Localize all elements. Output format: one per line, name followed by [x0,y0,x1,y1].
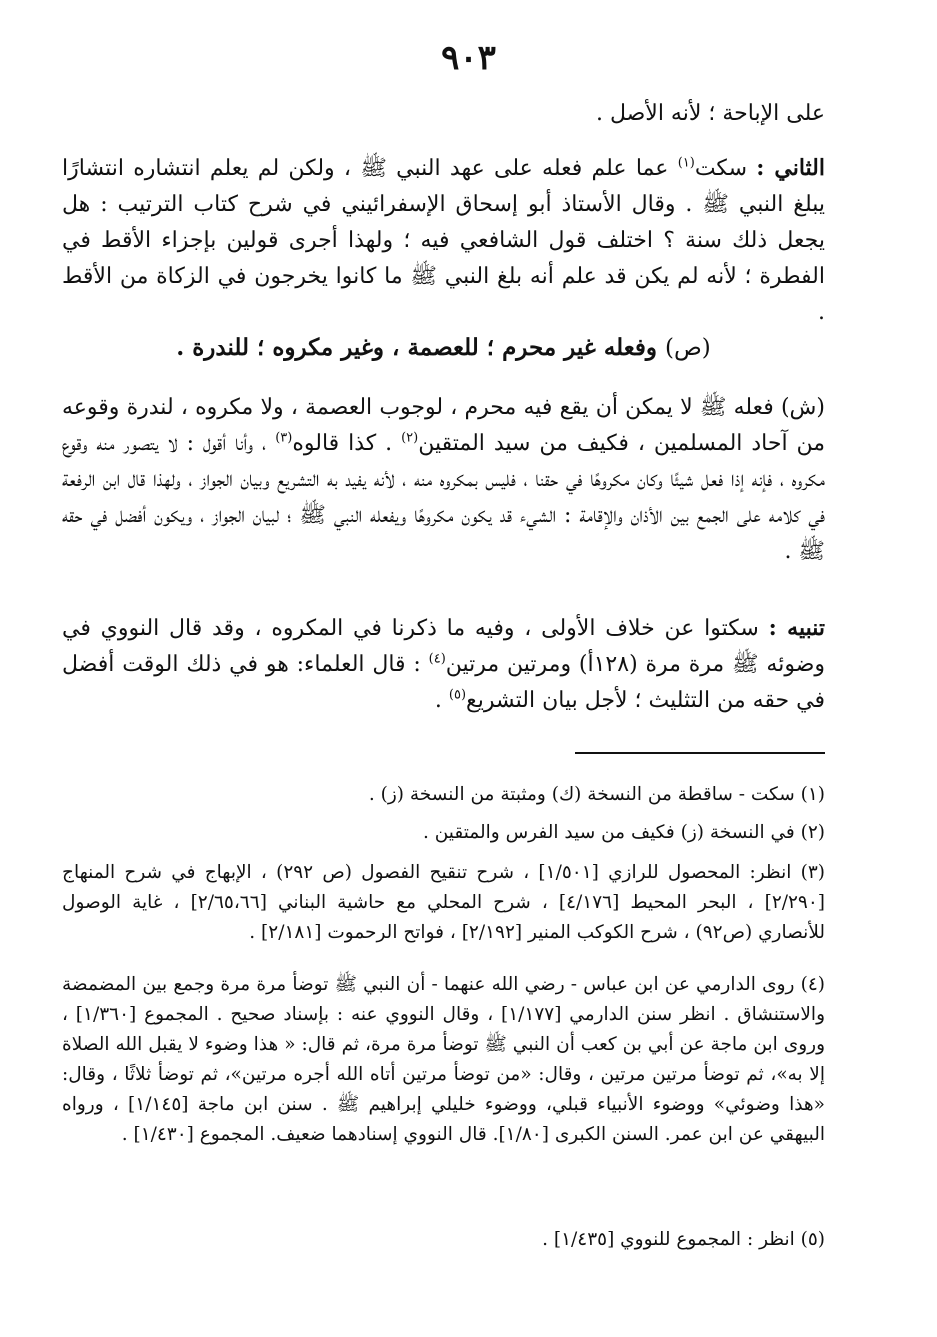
footnote-3-text: (٣) انظر: المحصول للرازي [١/٥٠١] ، شرح تنقيح الفصول (ص ٢٩٢) ، الإبهاج في شرح المنهاج [٢/٢٩٠] ، البحر المحيط [٤/١٧٦] ، شرح المحلي مع حاشية البناني [٢/٦٥،٦٦] ، غاية الوصول للأنصاري (ص٩٢) ، شرح الكوكب المنير [٢/١٩٢] ، فواتح الرحموت [٢/١٨١] . [62,862,826,943]
footnote-5 [62,1225,825,1255]
tanbih-text [62,610,825,719]
footnote-1 [62,780,825,810]
sharh-paragraph [62,390,825,570]
matn-label: (ص) [664,335,711,361]
matn-text: وفعله غير محرم ؛ للعصمة ، وغير مكروه ؛ للندرة . [176,334,665,361]
intro-paragraph [62,96,825,132]
sharh-text-a: فعله ﷺ لا يمكن أن يقع فيه محرم ، لوجوب العصمة ، ولا مكروه ، لندرة وقوعه من آحاد المسلمين ، فكيف من سيد المتقين [62,395,826,456]
footnote-ref-2: (٢) [401,430,419,446]
footnote-ref-1: (١) [677,155,695,171]
tanbih-text-b: : قال العلماء: هو في ذلك الوقت أفضل في حقه من التثليث ؛ لأجل بيان التشريع [62,652,825,713]
sharh-label: (ش) [780,395,825,420]
footnote-4 [62,970,825,1150]
second-point-paragraph [62,150,825,331]
footnote-separator [575,752,825,754]
second-point-text-b: عما علم فعله على عهد النبي ﷺ ، ولكن لم يعلم انتشاره انتشارًا يبلغ النبي ﷺ . وقال الأستاذ أبو إسحاق الإسفرائيني في شرح كتاب الترتيب : هل يجعل ذلك سنة ؟ اختلف قول الشافعي فيه ؛ ولهذا أجرى قولين بإجزاء الأقط في الفطرة ؛ لأنه لم يكن قد علم أنه بلغ النبي ﷺ ما كانوا يخرجون في الزكاة من الأقط . [62,156,825,325]
footnote-3 [62,858,825,948]
footnote-2 [62,818,825,848]
second-point-text-a: سكت [694,156,757,181]
sharh-text-c: ، وأنا أقول : لا يتصور منه وقوع مكروه ، فإنه إذا فعل شيئًا وكان مكروهًا في حقنا ، فليس بمكروه منه ، لأنه يفيد به التشريع وبيان الجواز ، ولهذا قال ابن الرفعة في كلامه على الجمع بين الأذان والإقامة : الشيء قد يكون مكروهًا ويفعله النبي ﷺ ؛ لبيان الجواز ، ويكون أفضل في حقه ﷺ . [62,431,825,564]
sharh-text-b: . كذا قالوه [292,431,402,456]
footnote-ref-3: (٣) [275,430,293,446]
sharh-text [62,390,825,570]
footnote-5-text: (٥) انظر : المجموع للنووي [١/٤٣٥] . [542,1229,825,1250]
second-point-lead: الثاني : [756,155,825,181]
intro-text: على الإباحة ؛ لأنه الأصل . [595,101,825,126]
page-number: ٩٠٣ [441,38,496,78]
footnote-2-text: (٢) في النسخة (ز) فكيف من سيد الفرس والمتقين . [422,822,825,843]
tanbih-text-a: سكتوا عن خلاف الأولى ، وفيه ما ذكرنا في المكروه ، وقد قال النووي في وضوئه ﷺ مرة مرة (١٢٨أ) ومرتين مرتين [62,616,826,677]
tanbih-lead: تنبيه : [768,615,825,641]
footnote-1-text: (١) سكت - ساقطة من النسخة (ك) ومثبتة من النسخة (ز) . [368,784,825,805]
tanbih-paragraph [62,610,825,719]
second-point-text [62,150,825,331]
matn-line [62,330,825,366]
footnote-ref-5: (٥) [448,687,467,703]
tanbih-text-c: . [434,688,449,713]
footnote-ref-4: (٤) [428,651,446,667]
footnote-4-text: (٤) روى الدارمي عن ابن عباس - رضي الله عنهما - أن النبي ﷺ توضأ مرة مرة وجمع بين المضمضة والاستنشاق . انظر سنن الدارمي [١/١٧٧] ، وقال النووي عنه : بإسناد صحيح . المجموع [١/٣٦٠] ، وروى ابن ماجة عن أبي بن كعب أن النبي ﷺ توضأ مرة مرة، ثم قال: « هذا وضوء لا يقبل الله الصلاة إلا به»، ثم توضأ مرتين مرتين ، وقال: «من توضأ مرتين أتاه الله أجره مرتين»، ثم توضأ ثلاثًا ، وقال: «هذا وضوئي» ووضوء الأنبياء قبلي، ووضوء خليلي إبراهيم ﷺ . سنن ابن ماجة [١/١٤٥] ، ورواه البيهقي عن ابن عمر. السنن الكبرى [١/٨٠]. قال النووي إسنادهما ضعيف. المجموع [١/٤٣٠] . [62,974,825,1145]
